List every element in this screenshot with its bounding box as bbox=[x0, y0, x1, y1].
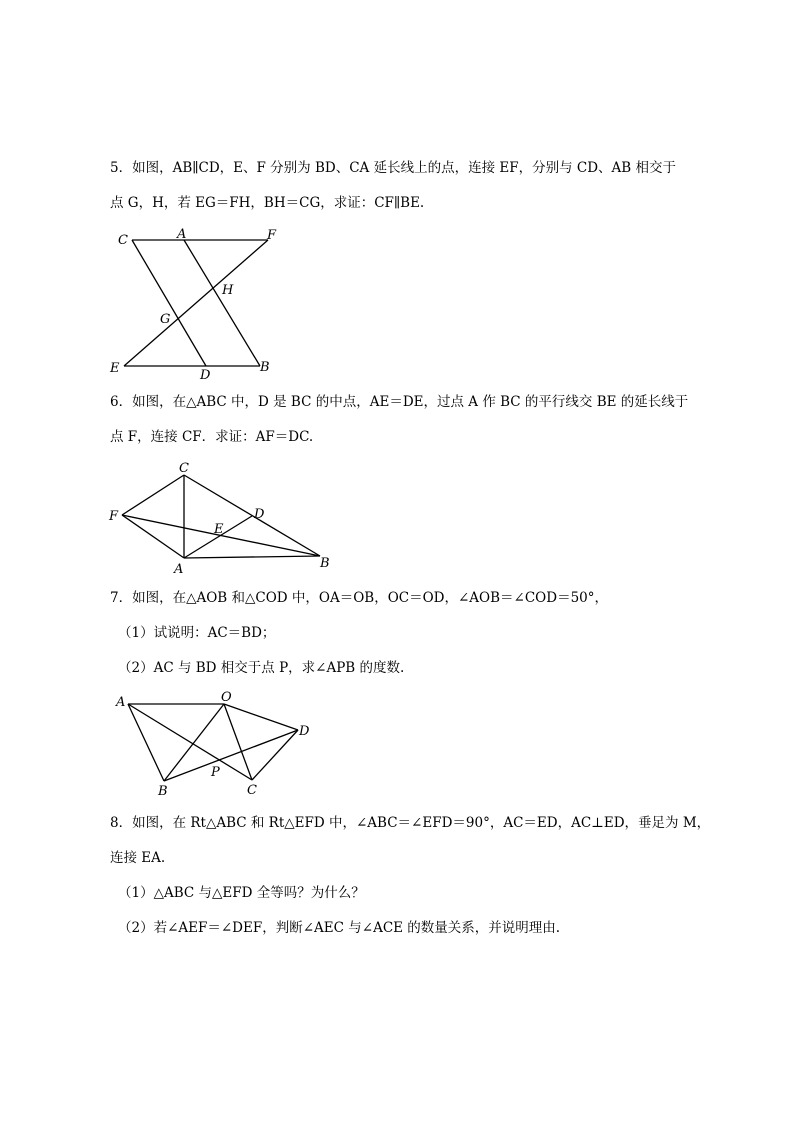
problem-6-line-1: 6．如图，在△ABC 中，D 是 BC 的中点，AE＝DE，过点 A 作 BC 的平行线交 BE 的延长线于 bbox=[110, 394, 689, 410]
problem-8-part-2: （2）若∠AEF＝∠DEF，判断∠AEC 与∠ACE 的数量关系，并说明理由. bbox=[118, 920, 561, 936]
label-D: D bbox=[254, 507, 265, 522]
label-E: E bbox=[214, 522, 224, 537]
label-C: C bbox=[247, 783, 257, 798]
segment-FC bbox=[122, 475, 184, 515]
problem-7-figure bbox=[100, 685, 325, 800]
label-F: F bbox=[267, 228, 277, 243]
label-H: H bbox=[222, 283, 234, 298]
label-C: C bbox=[118, 233, 128, 248]
problem-7-part-2: （2）AC 与 BD 相交于点 P，求∠APB 的度数. bbox=[118, 660, 405, 676]
label-F: F bbox=[109, 509, 119, 524]
label-A: A bbox=[174, 562, 184, 577]
segment-AC bbox=[128, 704, 252, 780]
segment-CB bbox=[184, 475, 320, 556]
problem-7-part-1: （1）试说明：AC＝BD； bbox=[118, 625, 276, 641]
label-B: B bbox=[260, 360, 270, 375]
label-B: B bbox=[320, 556, 330, 571]
segment-AB bbox=[184, 556, 320, 558]
segment-OC bbox=[224, 704, 252, 780]
label-D: D bbox=[200, 368, 211, 383]
problem-7-line-1: 7．如图，在△AOB 和△COD 中，OA＝OB，OC＝OD，∠AOB＝∠COD＝50°， bbox=[110, 590, 608, 606]
problem-6-figure bbox=[100, 455, 350, 580]
segment-OD bbox=[224, 704, 298, 730]
label-O: O bbox=[221, 690, 232, 705]
label-P: P bbox=[211, 765, 220, 780]
problem-5-line-2: 点 G，H，若 EG＝FH，BH＝CG，求证：CF∥BE. bbox=[110, 195, 425, 211]
label-G: G bbox=[160, 312, 171, 327]
problem-8-line-1: 8．如图，在 Rt△ABC 和 Rt△EFD 中，∠ABC＝∠EFD＝90°，AC＝ED，AC⊥ED，垂足为 M， bbox=[110, 815, 711, 831]
label-A: A bbox=[177, 227, 187, 242]
label-A: A bbox=[116, 695, 126, 710]
problem-8-part-1: （1）△ABC 与△EFD 全等吗？为什么？ bbox=[118, 885, 365, 901]
problem-5-line-1: 5．如图，AB∥CD，E、F 分别为 BD、CA 延长线上的点，连接 EF，分别与 CD、AB 相交于 bbox=[110, 160, 676, 176]
label-C: C bbox=[179, 461, 189, 476]
label-E: E bbox=[110, 361, 120, 376]
problem-6-line-2: 点 F，连接 CF．求证：AF＝DC. bbox=[110, 429, 314, 445]
segment-CD bbox=[252, 730, 298, 780]
problem-5-figure bbox=[100, 222, 300, 382]
problem-8-line-2: 连接 EA. bbox=[110, 850, 166, 866]
label-D: D bbox=[299, 724, 310, 739]
label-B: B bbox=[158, 784, 168, 799]
